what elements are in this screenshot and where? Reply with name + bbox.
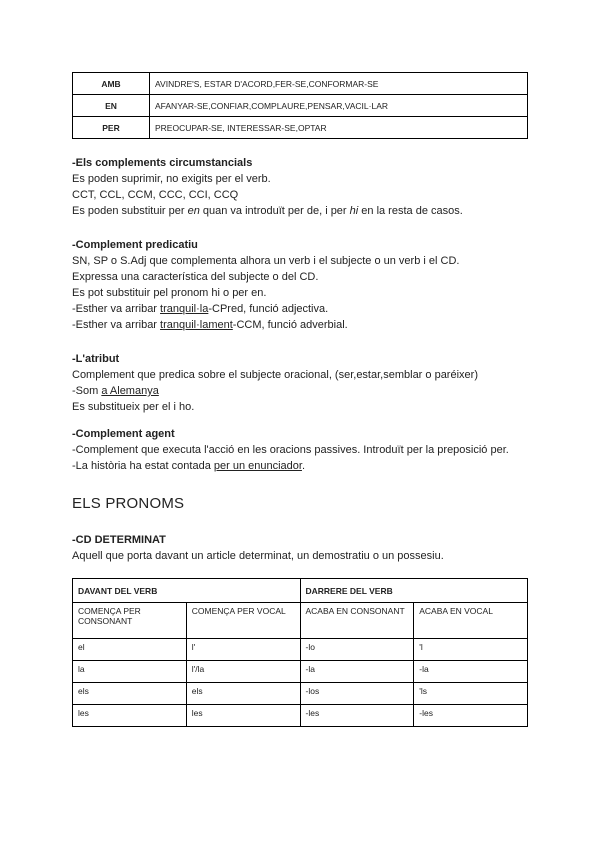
subheader-cell: COMENÇA PER VOCAL bbox=[186, 603, 300, 639]
table-cell: els bbox=[186, 683, 300, 705]
example bbox=[72, 458, 528, 474]
example bbox=[72, 301, 528, 317]
paragraph bbox=[72, 203, 528, 219]
text-run: Es poden substituir per bbox=[72, 205, 188, 217]
section-atribut bbox=[72, 351, 528, 415]
table-cell-key: AMB bbox=[73, 73, 150, 95]
text-run: -Esther va arribar bbox=[72, 319, 161, 331]
section-heading: -Complement agent bbox=[72, 428, 175, 440]
document-body bbox=[72, 72, 528, 727]
table-row bbox=[73, 683, 528, 705]
table-cell: 'l bbox=[414, 639, 528, 661]
text-run: quan va introduït per de, i per bbox=[199, 205, 350, 217]
prepositions-table bbox=[72, 72, 528, 139]
text-run: -CPred, funció adjectiva. bbox=[208, 303, 329, 315]
paragraph: Es pot substituir pel pronom hi o per en. bbox=[72, 287, 267, 299]
text-run: -CCM, funció adverbial. bbox=[232, 319, 348, 331]
table-header-row bbox=[73, 579, 528, 603]
section-heading: -Complement predicatiu bbox=[72, 239, 198, 251]
table-row bbox=[73, 705, 528, 727]
underlined-text: per un enunciador bbox=[213, 460, 302, 472]
table-cell: el bbox=[73, 639, 187, 661]
example bbox=[72, 317, 528, 333]
subheader-cell: ACABA EN CONSONANT bbox=[300, 603, 414, 639]
pronouns-table bbox=[72, 578, 528, 727]
table-cell-value: AFANYAR-SE,CONFIAR,COMPLAURE,PENSAR,VACIL·LAR bbox=[150, 95, 528, 117]
header-darrere: DARRERE DEL VERB bbox=[300, 579, 528, 603]
paragraph: Complement que predica sobre el subjecte oracional, (ser,estar,semblar o paréixer) bbox=[72, 369, 478, 381]
table-cell: -la bbox=[414, 661, 528, 683]
table-cell: els bbox=[73, 683, 187, 705]
section-heading: -CD DETERMINAT bbox=[72, 534, 166, 546]
table-cell: -les bbox=[300, 705, 414, 727]
underlined-text: a Alemanya bbox=[101, 385, 159, 397]
section-agent bbox=[72, 426, 528, 474]
table-cell-value: AVINDRE'S, ESTAR D'ACORD,FER-SE,CONFORMAR-SE bbox=[150, 73, 528, 95]
section-heading: -Els complements circumstancials bbox=[72, 157, 253, 169]
text-run: en la resta de casos. bbox=[358, 205, 463, 217]
table-cell-value: PREOCUPAR-SE, INTERESSAR-SE,OPTAR bbox=[150, 117, 528, 139]
table-cell: les bbox=[186, 705, 300, 727]
paragraph: CCT, CCL, CCM, CCC, CCI, CCQ bbox=[72, 189, 239, 201]
header-davant: DAVANT DEL VERB bbox=[73, 579, 301, 603]
table-row bbox=[73, 117, 528, 139]
example bbox=[72, 383, 528, 399]
table-cell-key: PER bbox=[73, 117, 150, 139]
text-run: -Som bbox=[72, 385, 102, 397]
table-cell-key: EN bbox=[73, 95, 150, 117]
italic-text: hi bbox=[349, 205, 359, 217]
table-row bbox=[73, 73, 528, 95]
section-predicatiu bbox=[72, 237, 528, 333]
table-cell: -la bbox=[300, 661, 414, 683]
paragraph: Aquell que porta davant un article determinat, un demostratiu o un possesiu. bbox=[72, 550, 444, 562]
table-row bbox=[73, 95, 528, 117]
underlined-text: tranquil·la bbox=[160, 303, 209, 315]
paragraph: SN, SP o S.Adj que complementa alhora un verb i el subjecte o un verb i el CD. bbox=[72, 255, 460, 267]
italic-text: en bbox=[187, 205, 200, 217]
section-cd-determinat bbox=[72, 532, 528, 564]
table-cell: -lo bbox=[300, 639, 414, 661]
table-cell: -los bbox=[300, 683, 414, 705]
section-heading: -L'atribut bbox=[72, 353, 120, 365]
table-cell: 'ls bbox=[414, 683, 528, 705]
paragraph: Expressa una característica del subjecte o del CD. bbox=[72, 271, 319, 283]
underlined-text: tranquil·lament bbox=[160, 319, 233, 331]
table-subheader-row bbox=[73, 603, 528, 639]
table-row bbox=[73, 661, 528, 683]
paragraph: -Complement que executa l'acció en les oracions passives. Introduït per la preposició per. bbox=[72, 444, 509, 456]
table-cell: l'/la bbox=[186, 661, 300, 683]
subheader-cell: COMENÇA PER CONSONANT bbox=[73, 603, 187, 639]
table-row bbox=[73, 639, 528, 661]
table-cell: -les bbox=[414, 705, 528, 727]
subheader-cell: ACABA EN VOCAL bbox=[414, 603, 528, 639]
text-run: -Esther va arribar bbox=[72, 303, 161, 315]
table-cell: la bbox=[73, 661, 187, 683]
paragraph: Es poden suprimir, no exigits per el verb. bbox=[72, 173, 271, 185]
table-cell: l' bbox=[186, 639, 300, 661]
text-run: . bbox=[301, 460, 306, 472]
text-run: -La història ha estat contada bbox=[72, 460, 214, 472]
section-circumstancials bbox=[72, 155, 528, 219]
paragraph: Es substitueix per el i ho. bbox=[72, 401, 195, 413]
table-cell: les bbox=[73, 705, 187, 727]
pronoms-title: ELS PRONOMS bbox=[72, 495, 185, 512]
